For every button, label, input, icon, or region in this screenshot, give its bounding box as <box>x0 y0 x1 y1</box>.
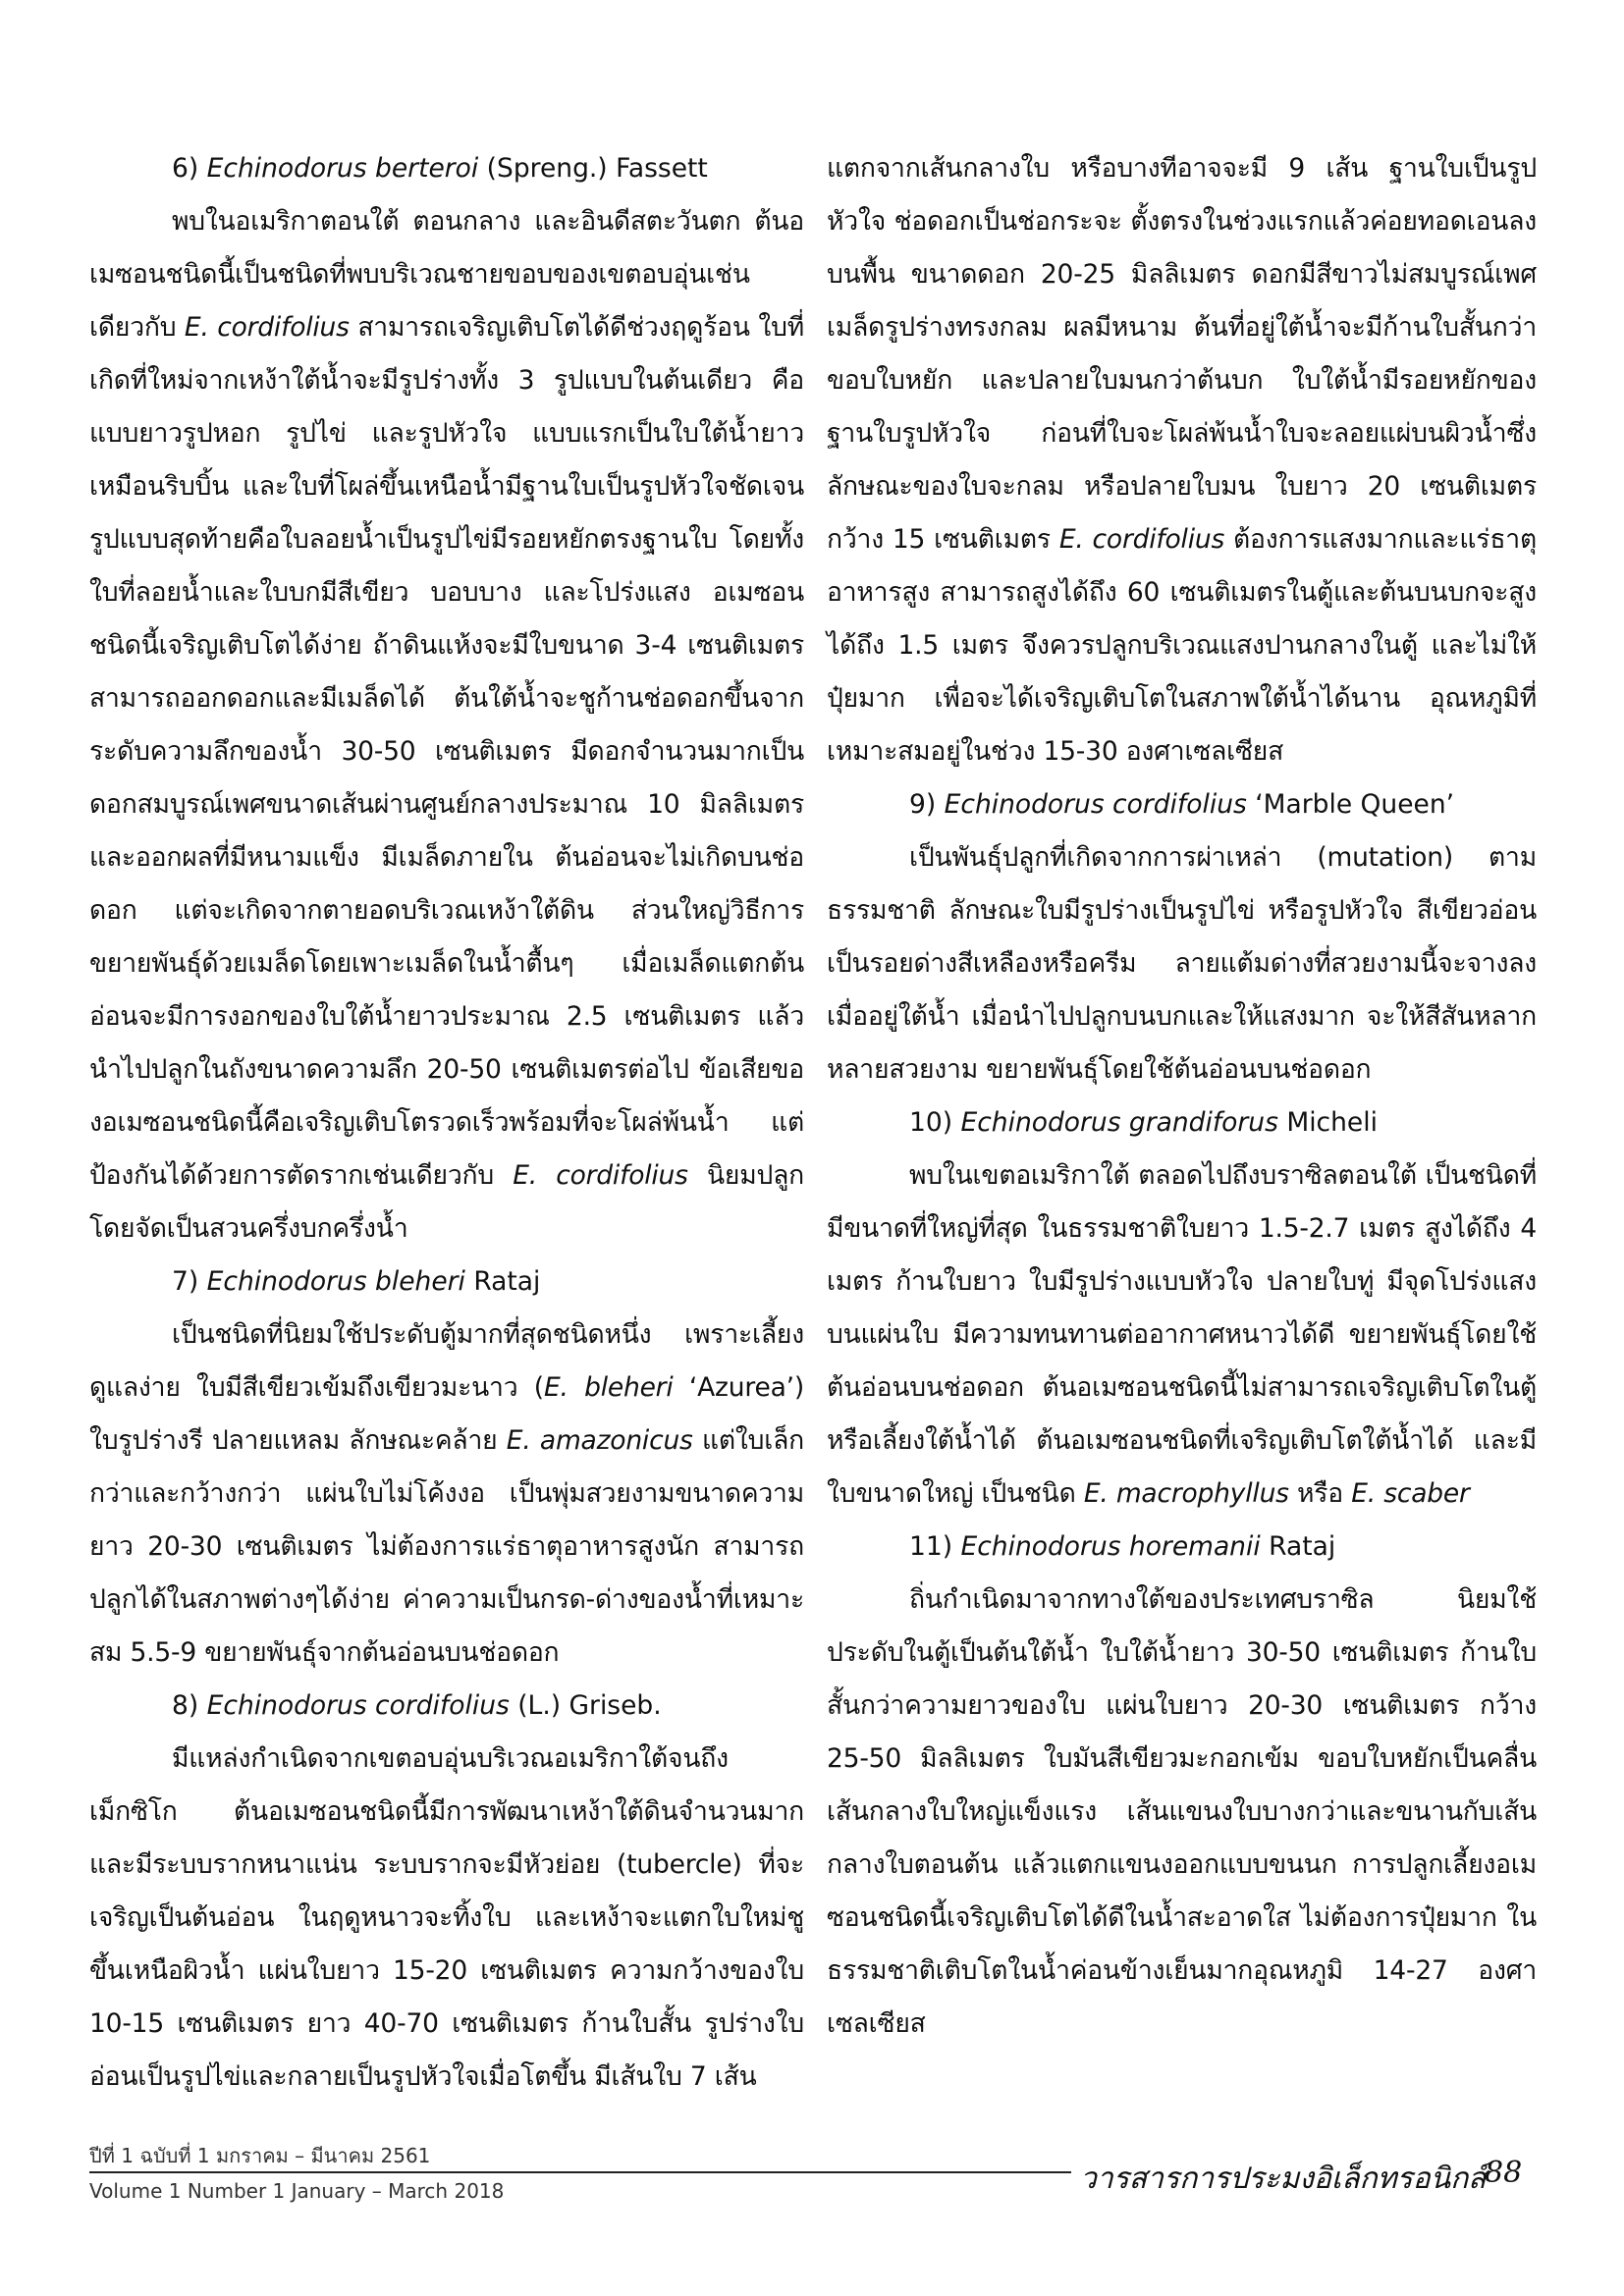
species-ref: E. amazonicus <box>506 1425 693 1456</box>
section-heading-11 <box>827 1521 1537 1574</box>
heading-number: 7) <box>172 1266 207 1297</box>
heading-number: 8) <box>172 1690 207 1721</box>
species-ref: E. cordifolius <box>184 312 350 343</box>
species-name: Echinodorus bleheri <box>206 1266 465 1297</box>
heading-number: 9) <box>909 789 945 820</box>
heading-number: 10) <box>909 1107 961 1138</box>
species-ref: E. bleheri <box>543 1372 674 1403</box>
species-author: Rataj <box>464 1266 541 1297</box>
species-ref: E. cordifolius <box>513 1160 688 1191</box>
section-heading-7 <box>89 1255 804 1308</box>
species-ref: E. scaber <box>1351 1478 1470 1509</box>
species-ref: E. cordifolius <box>1058 524 1225 555</box>
paragraph-10: พบในเขตอเมริกาใต้ ตลอดไปถึงบราซิลตอนใต้ เป็นชนิดที่มีขนาดที่ใหญ่ที่สุด ในธรรมชาติใบยาว 1.5-2.7 เมตร สูงได้ถึง 4 เมตร ก้านใบยาว ใบมีรูปร่างแบบหัวใจ ปลายใบทู่ มีจุดโปร่งแสงบนแผ่นใบ มีความทนทานต่ออากาศหนาวได้ดี ขยายพันธุ์โดยใช้ต้นอ่อนบนช่อดอก ต้นอเมซอนชนิดนี้ไม่สามารถเจริญเติบโตในตู้หรือเลี้ยงใต้น้ำได้ ต้นอเมซอนชนิดที่เจริญเติบโตใต้น้ำได้ และมีใบขนาดใหญ่ เป็นชนิด E. macrophyllus หรือ E. scaber <box>827 1160 1537 1509</box>
right-column <box>827 142 1537 2051</box>
paragraph-8-continued: แตกจากเส้นกลางใบ หรือบางทีอาจจะมี 9 เส้น ฐานใบเป็นรูปหัวใจ ช่อดอกเป็นช่อกระจะ ตั้งตรงในช่วงแรกแล้วค่อยทอดเอนลงบนพื้น ขนาดดอก 20-25 มิลลิเมตร ดอกมีสีขาวไม่สมบูรณ์เพศ เมล็ดรูปร่างทรงกลม ผลมีหนาม ต้นที่อยู่ใต้น้ำจะมีก้านใบสั้นกว่าขอบใบหยัก และปลายใบมนกว่าต้นบก ใบใต้น้ำมีรอยหยักของฐานใบรูปหัวใจ ก่อนที่ใบจะโผล่พ้นน้ำใบจะลอยแผ่บนผิวน้ำซึ่งลักษณะของใบจะกลม หรือปลายใบมน ใบยาว 20 เซนติเมตร กว้าง 15 เซนติเมตร E. cordifolius ต้องการแสงมากและแร่ธาตุอาหารสูง สามารถสูงได้ถึง 60 เซนติเมตรในตู้และต้นบนบกจะสูงได้ถึง 1.5 เมตร จึงควรปลูกบริเวณแสงปานกลางในตู้ และไม่ให้ปุ๋ยมาก เพื่อจะได้เจริญเติบโตในสภาพใต้น้ำได้นาน อุณหภูมิที่เหมาะสมอยู่ในช่วง 15-30 องศาเซลเซียส <box>827 153 1537 767</box>
section-heading-9 <box>827 778 1537 831</box>
species-author: (Spreng.) Fassett <box>478 153 708 184</box>
species-name: Echinodorus cordifolius <box>944 789 1247 820</box>
page-number: 88 <box>1485 2156 1523 2190</box>
species-name: Echinodorus berteroi <box>206 153 479 184</box>
species-name: Echinodorus cordifolius <box>206 1690 510 1721</box>
species-author: (L.) Griseb. <box>509 1690 662 1721</box>
heading-number: 11) <box>909 1531 961 1562</box>
footer-divider <box>89 2171 1071 2173</box>
section-heading-10 <box>827 1096 1537 1149</box>
species-ref: E. macrophyllus <box>1083 1478 1289 1509</box>
heading-number: 6) <box>172 153 207 184</box>
paragraph-11: ถิ่นกำเนิดมาจากทางใต้ของประเทศบราซิล นิยมใช้ประดับในตู้เป็นต้นใต้น้ำ ใบใต้น้ำยาว 30-50 เซนติเมตร ก้านใบสั้นกว่าความยาวของใบ แผ่นใบยาว 20-30 เซนติเมตร กว้าง 25-50 มิลลิเมตร ใบมันสีเขียวมะกอกเข้ม ขอบใบหยักเป็นคลื่น เส้นกลางใบใหญ่แข็งแรง เส้นแขนงใบบางกว่าและขนานกับเส้นกลางใบตอนต้น แล้วแตกแขนงออกแบบขนนก การปลูกเลี้ยงอเมซอนชนิดนี้เจริญเติบโตได้ดีในน้ำสะอาดใส ไม่ต้องการปุ๋ยมาก ในธรรมชาติเติบโตในน้ำค่อนข้างเย็นมากอุณหภูมิ 14-27 องศาเซลเซียส <box>827 1584 1537 2039</box>
paragraph-9: เป็นพันธุ์ปลูกที่เกิดจากการผ่าเหล่า (mutation) ตามธรรมชาติ ลักษณะใบมีรูปร่างเป็นรูปไข่ หรือรูปหัวใจ สีเขียวอ่อนเป็นรอยด่างสีเหลืองหรือครีม ลายแต้มด่างที่สวยงามนี้จะจางลงเมื่ออยู่ใต้น้ำ เมื่อนำไปปลูกบนบกและให้แสงมาก จะให้สีสันหลากหลายสวยงาม ขยายพันธุ์โดยใช้ต้นอ่อนบนช่อดอก <box>827 842 1537 1085</box>
species-name: Echinodorus grandiforus <box>960 1107 1278 1138</box>
paragraph-8: มีแหล่งกำเนิดจากเขตอบอุ่นบริเวณอเมริกาใต้จนถึงเม็กซิโก ต้นอเมซอนชนิดนี้มีการพัฒนาเหง้าใต้ดินจำนวนมาก และมีระบบรากหนาแน่น ระบบรากจะมีหัวย่อย (tubercle) ที่จะเจริญเป็นต้นอ่อน ในฤดูหนาวจะทิ้งใบ และเหง้าจะแตกใบใหม่ชูขึ้นเหนือผิวน้ำ แผ่นใบยาว 15-20 เซนติเมตร ความกว้างของใบ 10-15 เซนติเมตร ยาว 40-70 เซนติเมตร ก้านใบสั้น รูปร่างใบอ่อนเป็นรูปไข่และกลายเป็นรูปหัวใจเมื่อโตขึ้น มีเส้นใบ 7 เส้น <box>89 1743 804 2092</box>
footer-english-issue: Volume 1 Number 1 January – March 2018 <box>89 2179 505 2203</box>
journal-title: วารสารการประมงอิเล็กทรอนิกส์ <box>1080 2162 1487 2196</box>
species-author: Micheli <box>1277 1107 1378 1138</box>
section-heading-8 <box>89 1680 804 1733</box>
left-column <box>89 142 804 2104</box>
section-heading-6 <box>89 142 804 195</box>
paragraph-6: พบในอเมริกาตอนใต้ ตอนกลาง และอินดีสตะวันตก ต้นอเมซอนชนิดนี้เป็นชนิดที่พบบริเวณชายขอบของเขตอบอุ่นเช่นเดียวกับ E. cordifolius สามารถเจริญเติบโตได้ดีช่วงฤดูร้อน ใบที่เกิดที่ใหม่จากเหง้าใต้น้ำจะมีรูปร่างทั้ง 3 รูปแบบในต้นเดียว คือแบบยาวรูปหอก รูปไข่ และรูปหัวใจ แบบแรกเป็นใบใต้น้ำยาวเหมือนริบบิ้น และใบที่โผล่ขึ้นเหนือน้ำมีฐานใบเป็นรูปหัวใจชัดเจน รูปแบบสุดท้ายคือใบลอยน้ำเป็นรูปไข่มีรอยหยักตรงฐานใบ โดยทั้งใบที่ลอยน้ำและใบบกมีสีเขียว บอบบาง และโปร่งแสง อเมซอนชนิดนี้เจริญเติบโตได้ง่าย ถ้าดินแห้งจะมีใบขนาด 3-4 เซนติเมตร สามารถออกดอกและมีเมล็ดได้ ต้นใต้น้ำจะชูก้านช่อดอกขึ้นจากระดับความลึกของน้ำ 30-50 เซนติเมตร มีดอกจำนวนมากเป็นดอกสมบูรณ์เพศขนาดเส้นผ่านศูนย์กลางประมาณ 10 มิลลิเมตร และออกผลที่มีหนามแข็ง มีเมล็ดภายใน ต้นอ่อนจะไม่เกิดบนช่อดอก แต่จะเกิดจากตายอดบริเวณเหง้าใต้ดิน ส่วนใหญ่วิธีการขยายพันธุ์ด้วยเมล็ดโดยเพาะเมล็ดในน้ำตื้นๆ เมื่อเมล็ดแตกต้นอ่อนจะมีการงอกของใบใต้น้ำยาวประมาณ 2.5 เซนติเมตร แล้วนำไปปลูกในถังขนาดความลึก 20-50 เซนติเมตรต่อไป ข้อเสียของอเมซอนชนิดนี้คือเจริญเติบโตรวดเร็วพร้อมที่จะโผล่พ้นน้ำ แต่ป้องกันได้ด้วยการตัดรากเช่นเดียวกับ E. cordifolius นิยมปลูกโดยจัดเป็นสวนครึ่งบกครึ่งน้ำ <box>89 206 804 1244</box>
species-author: Rataj <box>1260 1531 1336 1562</box>
paragraph-7: เป็นชนิดที่นิยมใช้ประดับตู้มากที่สุดชนิดหนึ่ง เพราะเลี้ยงดูแลง่าย ใบมีสีเขียวเข้มถึงเขียวมะนาว (E. bleheri ‘Azurea’) ใบรูปร่างรี ปลายแหลม ลักษณะคล้าย E. amazonicus แต่ใบเล็กกว่าและกว้างกว่า แผ่นใบไม่โค้งงอ เป็นพุ่มสวยงามขนาดความยาว 20-30 เซนติเมตร ไม่ต้องการแร่ธาตุอาหารสูงนัก สามารถปลูกได้ในสภาพต่างๆได้ง่าย ค่าความเป็นกรด-ด่างของน้ำที่เหมาะสม 5.5-9 ขยายพันธุ์จากต้นอ่อนบนช่อดอก <box>89 1319 804 1668</box>
species-author: ‘Marble Queen’ <box>1246 789 1455 820</box>
species-name: Echinodorus horemanii <box>960 1531 1261 1562</box>
footer-thai-issue: ปีที่ 1 ฉบับที่ 1 มกราคม – มีนาคม 2561 <box>89 2144 431 2167</box>
